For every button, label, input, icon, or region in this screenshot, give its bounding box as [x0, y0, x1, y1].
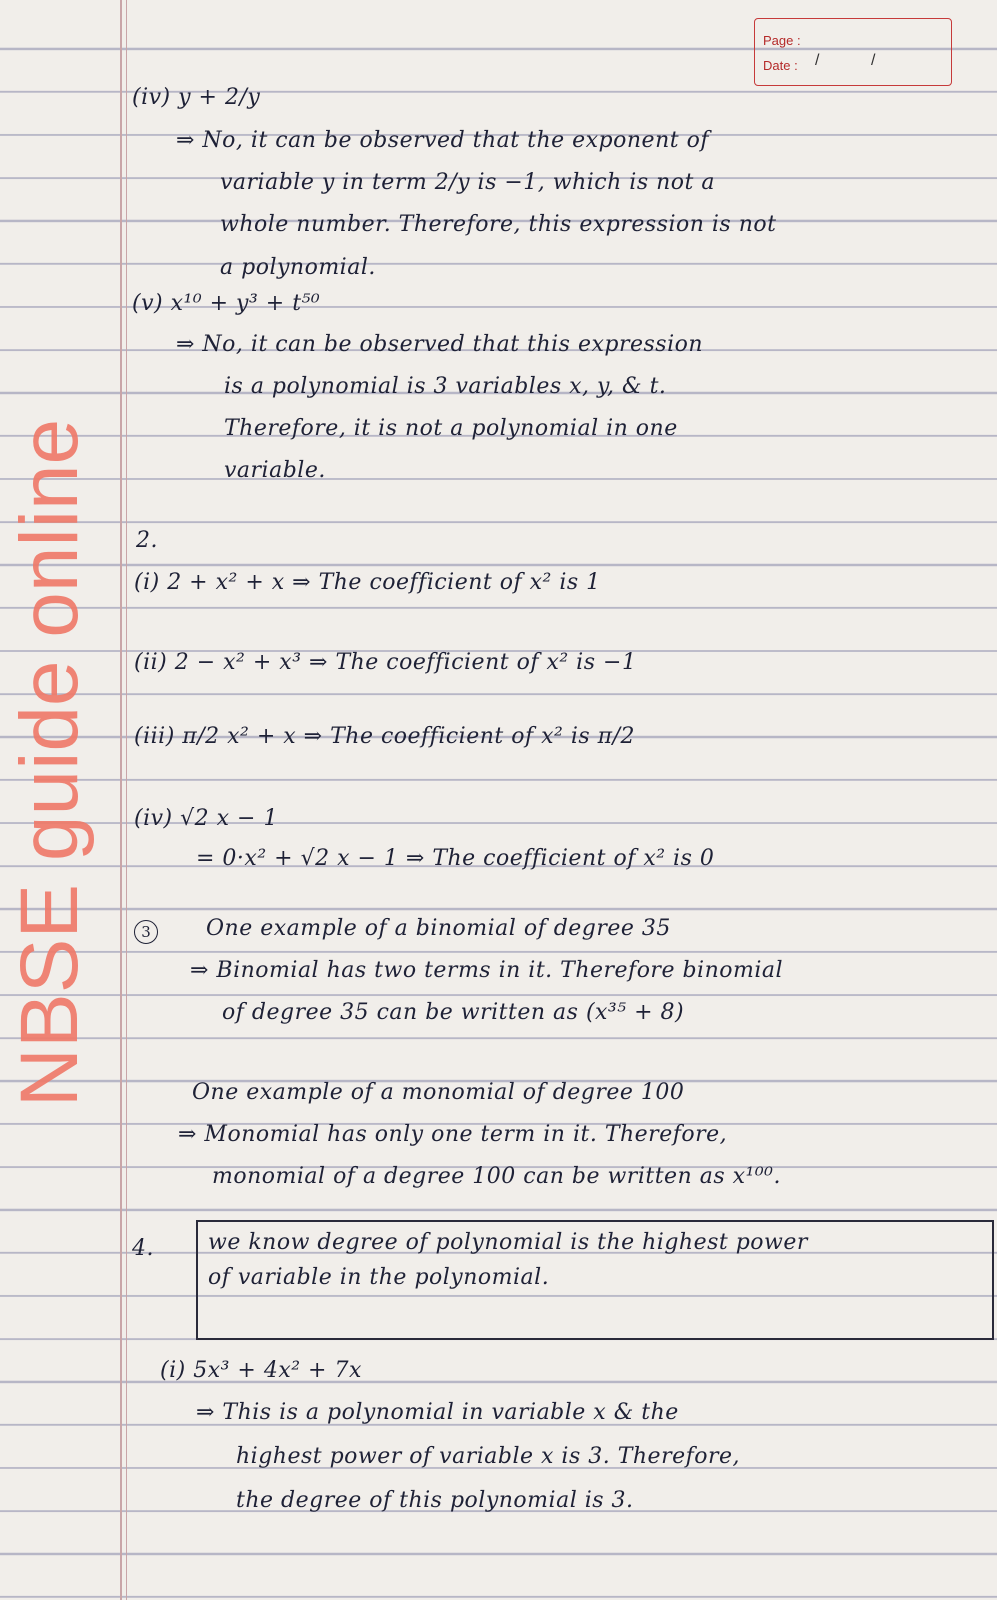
- q1-v-expression: (v) x¹⁰ + y³ + t⁵⁰: [132, 291, 321, 316]
- margin-line: [120, 0, 122, 1600]
- q3-monomial-line: monomial of a degree 100 can be written as x¹⁰⁰.: [212, 1164, 781, 1189]
- q4-i-answer-line: ⇒ This is a polynomial in variable x & the: [196, 1400, 679, 1425]
- q1-iv-answer-line: whole number. Therefore, this expression is not: [220, 212, 777, 237]
- q4-definition-box: [196, 1220, 994, 1340]
- q2-item: (ii) 2 − x² + x³ ⇒ The coefficient of x² is −1: [134, 650, 637, 675]
- q2-item: (i) 2 + x² + x ⇒ The coefficient of x² is 1: [134, 570, 601, 595]
- q3-monomial-line: One example of a monomial of degree 100: [192, 1080, 685, 1105]
- q2-item-cont: = 0·x² + √2 x − 1 ⇒ The coefficient of x² is 0: [196, 846, 715, 871]
- q2-item: (iv) √2 x − 1: [134, 806, 278, 831]
- q2-item: (iii) π/2 x² + x ⇒ The coefficient of x² is π/2: [134, 724, 636, 749]
- q3-binomial-line: One example of a binomial of degree 35: [206, 916, 671, 941]
- date-separator-2: /: [871, 52, 876, 69]
- q1-iv-expression: (iv) y + 2/y: [132, 85, 261, 110]
- q1-v-answer-line: ⇒ No, it can be observed that this expression: [176, 332, 704, 357]
- q3-number: 3: [134, 920, 158, 944]
- q4-i-answer-line: the degree of this polynomial is 3.: [236, 1488, 634, 1513]
- q3-binomial-line: of degree 35 can be written as (x³⁵ + 8): [222, 1000, 685, 1025]
- q4-definition-line: of variable in the polynomial.: [208, 1265, 550, 1290]
- q1-v-answer-line: is a polynomial is 3 variables x, y, & t.: [224, 374, 667, 399]
- q4-definition-line: we know degree of polynomial is the highest power: [208, 1230, 808, 1255]
- date-label: Date :: [763, 58, 798, 73]
- q4-i-expression: (i) 5x³ + 4x² + 7x: [160, 1358, 362, 1383]
- q3-binomial-line: ⇒ Binomial has two terms in it. Therefore binomial: [190, 958, 784, 983]
- q1-iv-answer-line: a polynomial.: [220, 255, 376, 280]
- q1-v-answer-line: Therefore, it is not a polynomial in one: [224, 416, 678, 441]
- q3-monomial-line: ⇒ Monomial has only one term in it. Therefore,: [178, 1122, 728, 1147]
- page-label: Page :: [763, 33, 801, 48]
- q4-i-answer-line: highest power of variable x is 3. Therefore,: [236, 1444, 741, 1469]
- q2-label: 2.: [136, 528, 158, 553]
- q1-iv-answer-line: ⇒ No, it can be observed that the exponent of: [176, 128, 709, 153]
- page-date-box: [754, 18, 952, 86]
- q1-iv-answer-line: variable y in term 2/y is −1, which is not a: [220, 170, 715, 195]
- watermark: NBSE guide online: [4, 418, 95, 1108]
- margin-line-inner: [126, 0, 127, 1600]
- date-separator-1: /: [815, 52, 820, 69]
- q1-v-answer-line: variable.: [224, 458, 326, 483]
- q4-label: 4.: [132, 1236, 154, 1261]
